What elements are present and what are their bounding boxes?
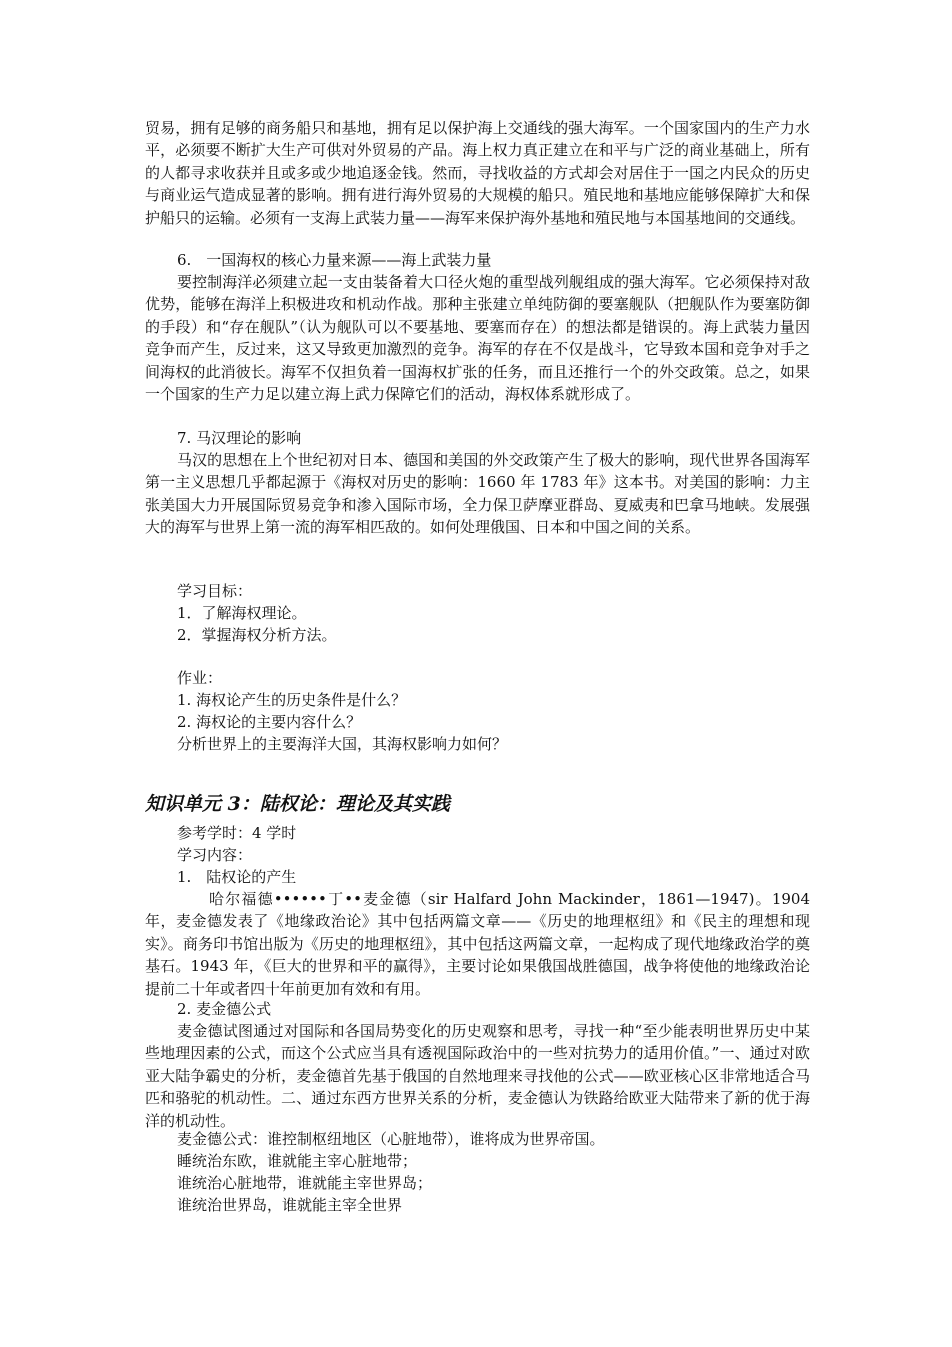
paragraph-7: 马汉的思想在上个世纪初对日本、德国和美国的外交政策产生了极大的影响，现代世界各国海军第一主义思想几乎都起源于《海权对历史的影响：1660 年 1783 年》这本书。对美国的影响：力主张美国大力开展国际贸易竞争和渗入国际市场，全力保卫萨摩亚群岛、夏威夷和巴拿马地峡。发展强大的海军与世界上第一流的海军相匹敌的。如何处理俄国、日本和中国之间的关系。 (145, 451, 810, 537)
homework-3: 分析世界上的主要海洋大国，其海权影响力如何？ (177, 735, 508, 753)
heading-2: 2. 麦金德公式 (177, 1000, 272, 1018)
formula-line: 麦金德公式：谁控制枢纽地区（心脏地带），谁将成为世界帝国。 (177, 1130, 605, 1148)
heading-6: 6. 一国海权的核心力量来源——海上武装力量 (177, 251, 492, 269)
content-title: 学习内容： (177, 846, 253, 864)
formula-line-1: 睡统治东欧，谁就能主宰心脏地带； (177, 1152, 418, 1170)
paragraph-6: 要控制海洋必须建立起一支由装备着大口径火炮的重型战列舰组成的强大海军。它必须保持对敌优势，能够在海洋上积极进攻和机动作战。那种主张建立单纯防御的要塞舰队（把舰队作为要塞防御的手段）和“存在舰队”（认为舰队可以不要基地、要塞而存在）的想法都是错误的。海上武装力量因竞争而产生，反过来，这又导致更加激烈的竞争。海军的存在不仅是战斗，它导致本国和竞争对手之间海权的此消彼长。海军不仅担负着一国海权扩张的任务，而且还推行一个的外交政策。总之，如果一个国家的生产力足以建立海上武力保障它们的活动，海权体系就形成了。 (145, 273, 810, 404)
goal-2: 2．掌握海权分析方法。 (177, 626, 337, 644)
paragraph-1: 哈尔福德••••••丁••麦金德（sir Halfard John Mackinder，1861—1947)。1904 年，麦金德发表了《地缘政治论》其中包括两篇文章——《历史的地理枢纽》和《民主的理想和现实》。商务印书馆出版为《历史的地理枢纽》，其中包括这两篇文章，一起构成了现代地缘政治学的奠基石。1943 年，《巨大的世界和平的赢得》，主要讨论如果俄国战胜德国，战争将使他的地缘政治论提前二十年或者四十年前更加有效和有用。 (145, 890, 810, 998)
homework-1: 1. 海权论产生的历史条件是什么？ (177, 691, 407, 709)
homework-2: 2. 海权论的主要内容什么？ (177, 713, 362, 731)
homework-title: 作业： (177, 669, 223, 687)
paragraph-2: 麦金德试图通过对国际和各国局势变化的历史观察和思考，寻找一种“至少能表明世界历史中某些地理因素的公式，而这个公式应当具有透视国际政治中的一些对抗势力的适用价值。”一、通过对欧亚大陆争霸史的分析，麦金德首先基于俄国的自然地理来寻找他的公式——欧亚核心区非常地适合马匹和骆驼的机动性。二、通过东西方世界关系的分析，麦金德认为铁路给欧亚大陆带来了新的优于海洋的机动性。 (145, 1022, 810, 1130)
heading-1: 1. 陆权论的产生 (177, 868, 297, 886)
unit-heading: 知识单元 3：陆权论：理论及其实践 (145, 793, 450, 815)
formula-line-2: 谁统治心脏地带，谁就能主宰世界岛； (177, 1174, 433, 1192)
goals-title: 学习目标： (177, 582, 253, 600)
intro-paragraph: 贸易，拥有足够的商务船只和基地，拥有足以保护海上交通线的强大海军。一个国家国内的生产力水平，必须要不断扩大生产可供对外贸易的产品。海上权力真正建立在和平与广泛的商业基础上，所有的人都寻求收获并且或多或少地追逐金钱。然而，寻找收益的方式却会对居住于一国之内民众的历史与商业运气造成显著的影响。拥有进行海外贸易的大规模的船只。殖民地和基地应能够保障扩大和保护船只的运输。必须有一支海上武装力量——海军来保护海外基地和殖民地与本国基地间的交通线。 (145, 119, 810, 227)
goal-1: 1．了解海权理论。 (177, 604, 307, 622)
formula-line-3: 谁统治世界岛，谁就能主宰全世界 (177, 1196, 403, 1214)
heading-7: 7. 马汉理论的影响 (177, 429, 302, 447)
study-hours: 参考学时：4 学时 (177, 824, 297, 842)
